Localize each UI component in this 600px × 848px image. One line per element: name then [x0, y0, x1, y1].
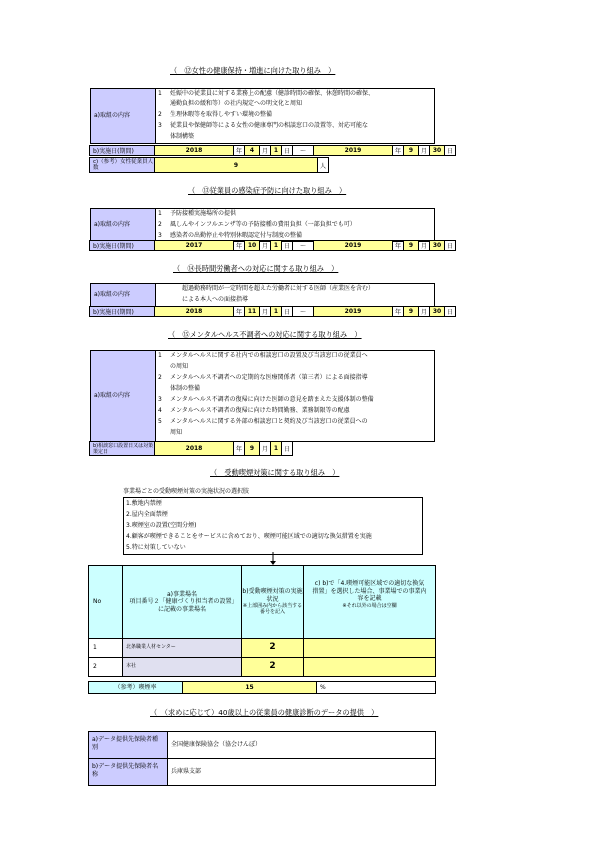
year-unit: 年: [233, 240, 245, 251]
s12-start-year: 2018: [154, 145, 234, 156]
section-13-title: （ ⑬従業員の感染症予防に向けた取り組み ）: [188, 186, 347, 195]
s14-end-year: 2019: [313, 306, 393, 317]
range-tilde: ～: [292, 240, 314, 251]
s13-content-box: 1 予防接種実施場所の提供 2 風しんやインフルエンザ等の予防接種の費用負担（一部負担でも可） 3 感染者の出勤停止や特別休暇認定付与制度の整備: [155, 208, 435, 242]
s12-count-row: [90, 157, 329, 173]
table-row-2-status: 2: [241, 657, 304, 677]
s13-end-year: 2019: [313, 240, 393, 251]
month-unit: 月: [259, 441, 271, 456]
year-unit: 年: [233, 441, 245, 456]
table-row-2-detail: [303, 657, 436, 677]
year-unit: 年: [233, 306, 245, 317]
section-16-title: （ 受動喫煙対策に関する取り組み ）: [210, 468, 340, 477]
table-row-1-status: 2: [241, 638, 304, 658]
s15-day: 1: [270, 441, 282, 456]
s12-end-month: 9: [403, 145, 419, 156]
s12-end-year: 2019: [313, 145, 393, 156]
s16-options-box: 1.敷地内禁煙 2.屋内全面禁煙 3.喫煙室の設置(空間分煙) 4.顧客が喫煙できることをサービスに含めており、喫煙可能区域での適切な換気措置を実施 5.特に対策していない: [123, 497, 423, 555]
s12-start-day: 1: [270, 145, 282, 156]
s14-start-month: 11: [244, 306, 260, 317]
s15-month: 9: [244, 441, 260, 456]
s14-content-box: 超過勤務時間が一定時間を超えた労働者に対する医師（産業医を含む） による本人への面接指導: [155, 283, 435, 307]
s16-rate-label: （参考）喫煙率: [88, 681, 183, 694]
s14-date-label: b)実施日(期間): [89, 306, 155, 317]
s17-name-value: 兵庫県支部: [167, 758, 436, 786]
month-unit: 月: [418, 145, 430, 156]
s15-content-label: a)取組の内容: [90, 350, 156, 442]
s17-type-value: 全国健康保険協会（協会けんぽ）: [167, 731, 436, 759]
s16-col-b: [241, 565, 304, 639]
month-unit: 月: [418, 306, 430, 317]
year-unit: 年: [392, 145, 404, 156]
table-row-2-name: 本社: [122, 657, 242, 677]
month-unit: 月: [259, 306, 271, 317]
s14-start-day: 1: [270, 306, 282, 317]
s15-date-label: b)相談窓口設置日又は対策策定日: [89, 441, 155, 456]
table-row-2-no: 2: [88, 657, 123, 677]
day-unit: 日: [444, 306, 456, 317]
s12-content-label: a)取組の内容: [90, 88, 156, 144]
s12-count-unit: 人: [317, 157, 329, 173]
s16-col-c-note: ※それ以外の場合は空欄: [342, 602, 397, 609]
s12-count-label: c)（参考）女性従業員人数: [89, 157, 155, 173]
day-unit: 日: [444, 145, 456, 156]
s12-content-box: 1 妊娠中の従業員に対する業務上の配慮（健診時間の確保、休憩時間の確保、 通勤負担の緩和等）の社内規定への明文化と周知 2 生理休暇等を取得しやすい環境の整備 3 従業員や保健師等による女性の健康専門の相談窓口の設置等、対応可能な 体制構築: [155, 88, 435, 144]
s16-rate-unit: %: [316, 681, 436, 694]
s13-start-day: 1: [270, 240, 282, 251]
arrow-down-icon: [268, 552, 278, 566]
month-unit: 月: [418, 240, 430, 251]
s16-intro: 事業場ごとの受動喫煙対策の実施状況の選択肢: [123, 488, 250, 495]
s14-end-day: 30: [429, 306, 445, 317]
s16-col-a: a)事業場名 項目番号２「健康づくり担当者の設置」に記載の事業場名: [122, 565, 242, 639]
s12-count-value: 9: [154, 157, 318, 173]
day-unit: 日: [281, 240, 293, 251]
s15-date-row: [90, 441, 293, 456]
s13-content-label: a)取組の内容: [90, 208, 156, 242]
s12-date-label: b)実施日(期間): [89, 145, 155, 156]
year-unit: 年: [392, 306, 404, 317]
s17-type-label: a)データ提供先保険者種別: [88, 731, 168, 759]
section-15-title: （ ⑮メンタルヘルス不調者への対応に関する取り組み ）: [168, 330, 362, 339]
s13-date-label: b)実施日(期間): [89, 240, 155, 251]
s14-content-label: a)取組の内容: [90, 283, 156, 307]
s16-col-no: No: [88, 565, 123, 639]
s16-rate-value: 15: [182, 681, 317, 694]
s14-start-year: 2018: [154, 306, 234, 317]
month-unit: 月: [259, 145, 271, 156]
s15-year: 2018: [154, 441, 234, 456]
s17-name-label: b)データ提供先保険者名称: [88, 758, 168, 786]
section-17-title: （ （求めに応じて）40歳以上の従業員の健康診断のデータの提供 ）: [150, 708, 379, 717]
table-row-1-name: 北条職業人材センター: [122, 638, 242, 658]
s14-date-row: [90, 306, 456, 317]
table-row-1-no: 1: [88, 638, 123, 658]
s12-date-row: [90, 145, 456, 156]
s12-end-day: 30: [429, 145, 445, 156]
s13-start-year: 2017: [154, 240, 234, 251]
day-unit: 日: [281, 145, 293, 156]
s13-end-day: 30: [429, 240, 445, 251]
section-14-title: （ ⑭長時間労働者への対応に関する取り組み ）: [173, 264, 339, 273]
s14-end-month: 9: [403, 306, 419, 317]
day-unit: 日: [281, 306, 293, 317]
s13-start-month: 10: [244, 240, 260, 251]
day-unit: 日: [444, 240, 456, 251]
range-tilde: ～: [292, 145, 314, 156]
s12-start-month: 4: [244, 145, 260, 156]
month-unit: 月: [259, 240, 271, 251]
year-unit: 年: [233, 145, 245, 156]
section-12-title: （ ⑫女性の健康保持・増進に向けた取り組み ）: [170, 66, 336, 75]
s16-col-c: [303, 565, 436, 639]
s16-col-b-title: b)受動喫煙対策の実施状況: [242, 588, 303, 603]
s15-content-box: 1 メンタルヘルスに関する社内での相談窓口の設置及び当該窓口の従業員へ の周知 2 メンタルヘルス不調者への定期的な医療関係者（第三者）による面接指導 体制の整備 3 メンタルヘルス不調者の復帰に向けた医師の意見を踏まえた支援体制の整備 4 メンタルヘルス不調者の復帰に向けた時間勤務、業務制限等の配慮 5 メンタルヘルスに関する外部の相談窓口と契約及び当該窓口の従業員への 周知: [155, 350, 435, 442]
s16-col-b-note: ※上部囲み内から該当する番号を記入: [242, 603, 303, 615]
s13-end-month: 9: [403, 240, 419, 251]
year-unit: 年: [392, 240, 404, 251]
table-row-1-detail: [303, 638, 436, 658]
day-unit: 日: [281, 441, 293, 456]
s13-date-row: [90, 240, 456, 251]
range-tilde: ～: [292, 306, 314, 317]
s16-col-c-title: c) b)で「4.喫煙可能区域での適切な換気措置」を選択した場合、事業場での事業内容を記載: [312, 580, 427, 602]
